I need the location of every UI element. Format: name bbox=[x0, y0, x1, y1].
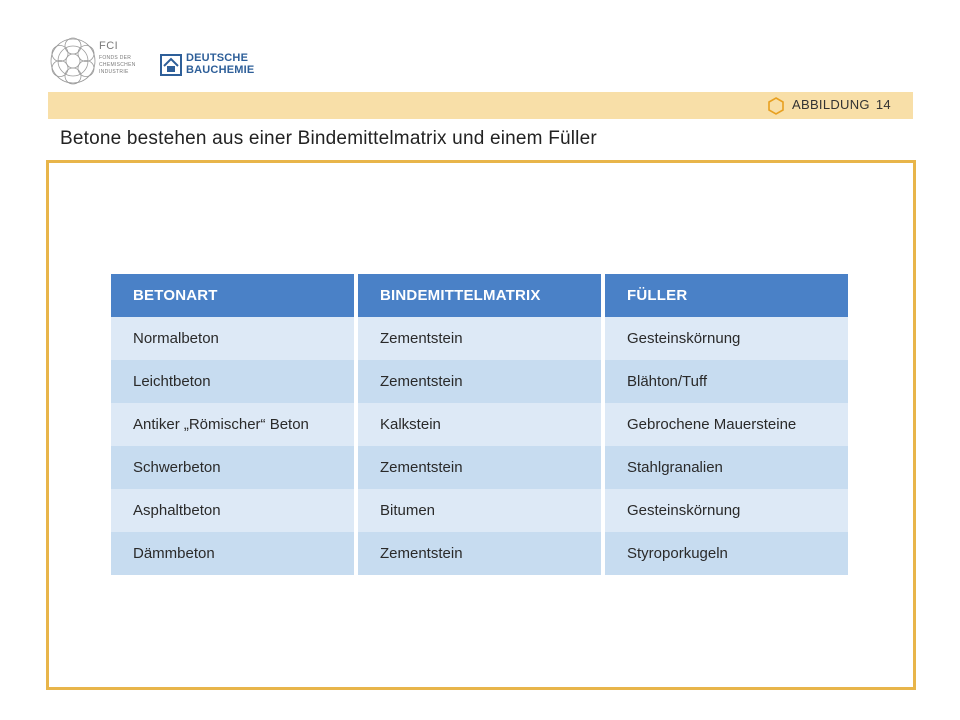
fci-line-2: CHEMISCHEN bbox=[99, 62, 136, 68]
table-cell: Zementstein bbox=[358, 532, 601, 575]
table-cell: Normalbeton bbox=[111, 317, 354, 360]
table-cell: Antiker „Römischer“ Beton bbox=[111, 403, 354, 446]
column-fueller bbox=[605, 274, 848, 575]
table-cell: Stahlgranalien bbox=[605, 446, 848, 489]
table-cell: Gesteinskörnung bbox=[605, 489, 848, 532]
table-cell: Gesteinskörnung bbox=[605, 317, 848, 360]
fci-line-1: FONDS DER bbox=[99, 55, 132, 61]
fci-line-3: INDUSTRIE bbox=[99, 69, 129, 75]
figure-number: 14 bbox=[875, 97, 891, 112]
table-cell: Zementstein bbox=[358, 446, 601, 489]
db-line-2: BAUCHEMIE bbox=[186, 64, 255, 76]
table-cell: Zementstein bbox=[358, 360, 601, 403]
column-bindemittelmatrix bbox=[358, 274, 601, 575]
table-cell: Leichtbeton bbox=[111, 360, 354, 403]
column-betonart bbox=[111, 274, 354, 575]
column-header: BETONART bbox=[111, 274, 354, 317]
table-cell: Blähton/Tuff bbox=[605, 360, 848, 403]
figure-label-text: ABBILDUNG bbox=[792, 97, 870, 112]
fci-logo-text bbox=[99, 41, 136, 76]
figure-label bbox=[792, 97, 891, 112]
table-cell: Asphaltbeton bbox=[111, 489, 354, 532]
db-line-1: DEUTSCHE bbox=[186, 52, 249, 64]
deutsche-bauchemie-logo-icon bbox=[160, 54, 182, 76]
table-cell: Bitumen bbox=[358, 489, 601, 532]
column-header: FÜLLER bbox=[605, 274, 848, 317]
table-cell: Styroporkugeln bbox=[605, 532, 848, 575]
table-cell: Schwerbeton bbox=[111, 446, 354, 489]
column-header: BINDEMITTELMATRIX bbox=[358, 274, 601, 317]
concrete-table bbox=[111, 274, 848, 575]
table-cell: Dämmbeton bbox=[111, 532, 354, 575]
deutsche-bauchemie-logo-text bbox=[186, 52, 254, 76]
fci-logo-icon bbox=[48, 36, 98, 86]
hexagon-icon bbox=[768, 97, 784, 115]
table-cell: Kalkstein bbox=[358, 403, 601, 446]
fci-acronym: FCI bbox=[99, 40, 119, 52]
table-cell: Gebrochene Mauersteine bbox=[605, 403, 848, 446]
slide-title: Betone bestehen aus einer Bindemittelmatrix und einem Füller bbox=[60, 128, 597, 149]
table-cell: Zementstein bbox=[358, 317, 601, 360]
